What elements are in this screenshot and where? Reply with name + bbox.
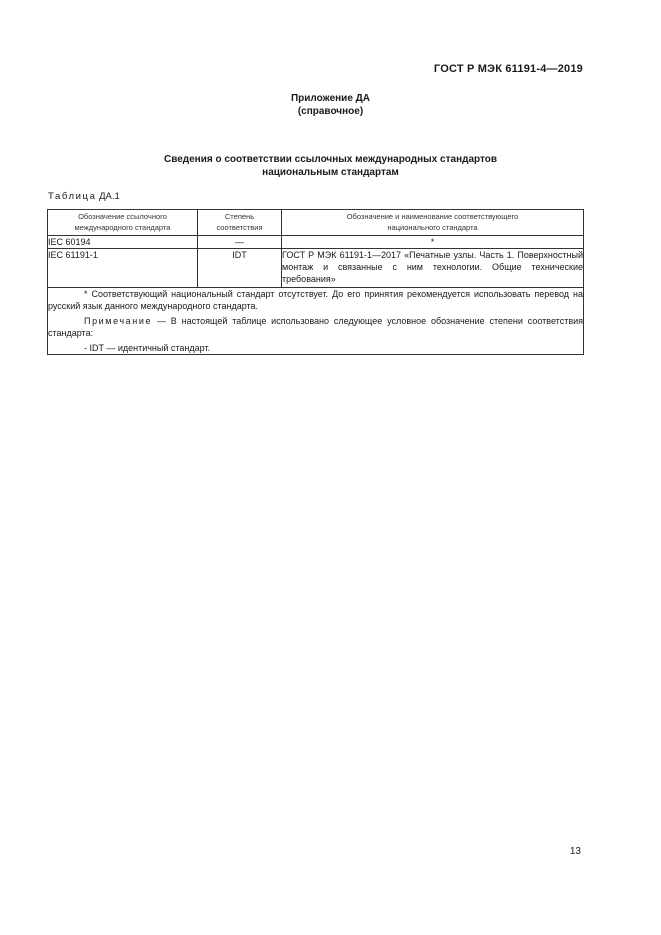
table-caption-word: Таблица (48, 191, 97, 202)
cell-national: * (282, 236, 584, 249)
note-label: Примечание (84, 316, 153, 326)
header-national-standard (282, 210, 584, 236)
table-note (48, 315, 583, 339)
reference-standards-table (47, 209, 584, 355)
table-footnote: * Соответствующий национальный стандарт отсутствует. До его принятия рекомендуется использовать перевод на русский язык данного международного стандарта. (48, 289, 583, 311)
header-col1-line1: Обозначение ссылочного (78, 212, 167, 221)
table-notes (48, 288, 584, 355)
table-caption-id: ДА.1 (99, 191, 120, 202)
header-col3-line2: национального стандарта (387, 222, 478, 232)
cell-degree: IDT (198, 249, 282, 288)
header-col2-line2: соответствия (216, 222, 263, 232)
table-header-row (48, 210, 584, 236)
section-heading (0, 153, 661, 179)
page-number: 13 (569, 846, 581, 857)
table-caption (48, 191, 120, 202)
header-col3-line1: Обозначение и наименование соответствующего (346, 212, 519, 221)
cell-degree: — (198, 236, 282, 249)
note-bullet: - IDT — идентичный стандарт. (84, 343, 211, 353)
document-code: ГОСТ Р МЭК 61191-4—2019 (433, 63, 583, 75)
table-row (48, 236, 584, 249)
cell-reference: IEC 60194 (48, 236, 198, 249)
cell-reference: IEC 61191-1 (48, 249, 198, 288)
header-col1-line2: международного стандарта (74, 222, 171, 232)
table-notes-row (48, 288, 584, 355)
annex-subtitle: (справочное) (297, 106, 364, 117)
cell-national: ГОСТ Р МЭК 61191-1—2017 «Печатные узлы. Часть 1. Поверхностный монтаж и связанные с ним технологии. Общие технические требования» (282, 249, 584, 288)
table-row (48, 249, 584, 288)
header-reference-standard (48, 210, 198, 236)
note-text: — В настоящей таблице использовано следующее условное обозначение степени соответствия стандарта: (48, 316, 583, 338)
header-degree (198, 210, 282, 236)
section-title-line-1: Сведения о соответствии ссылочных международных стандартов (163, 154, 498, 165)
header-col2-line1: Степень (224, 212, 255, 221)
annex-heading (0, 92, 661, 118)
section-title-line-2: национальным стандартам (262, 167, 399, 178)
annex-title: Приложение ДА (290, 93, 371, 104)
